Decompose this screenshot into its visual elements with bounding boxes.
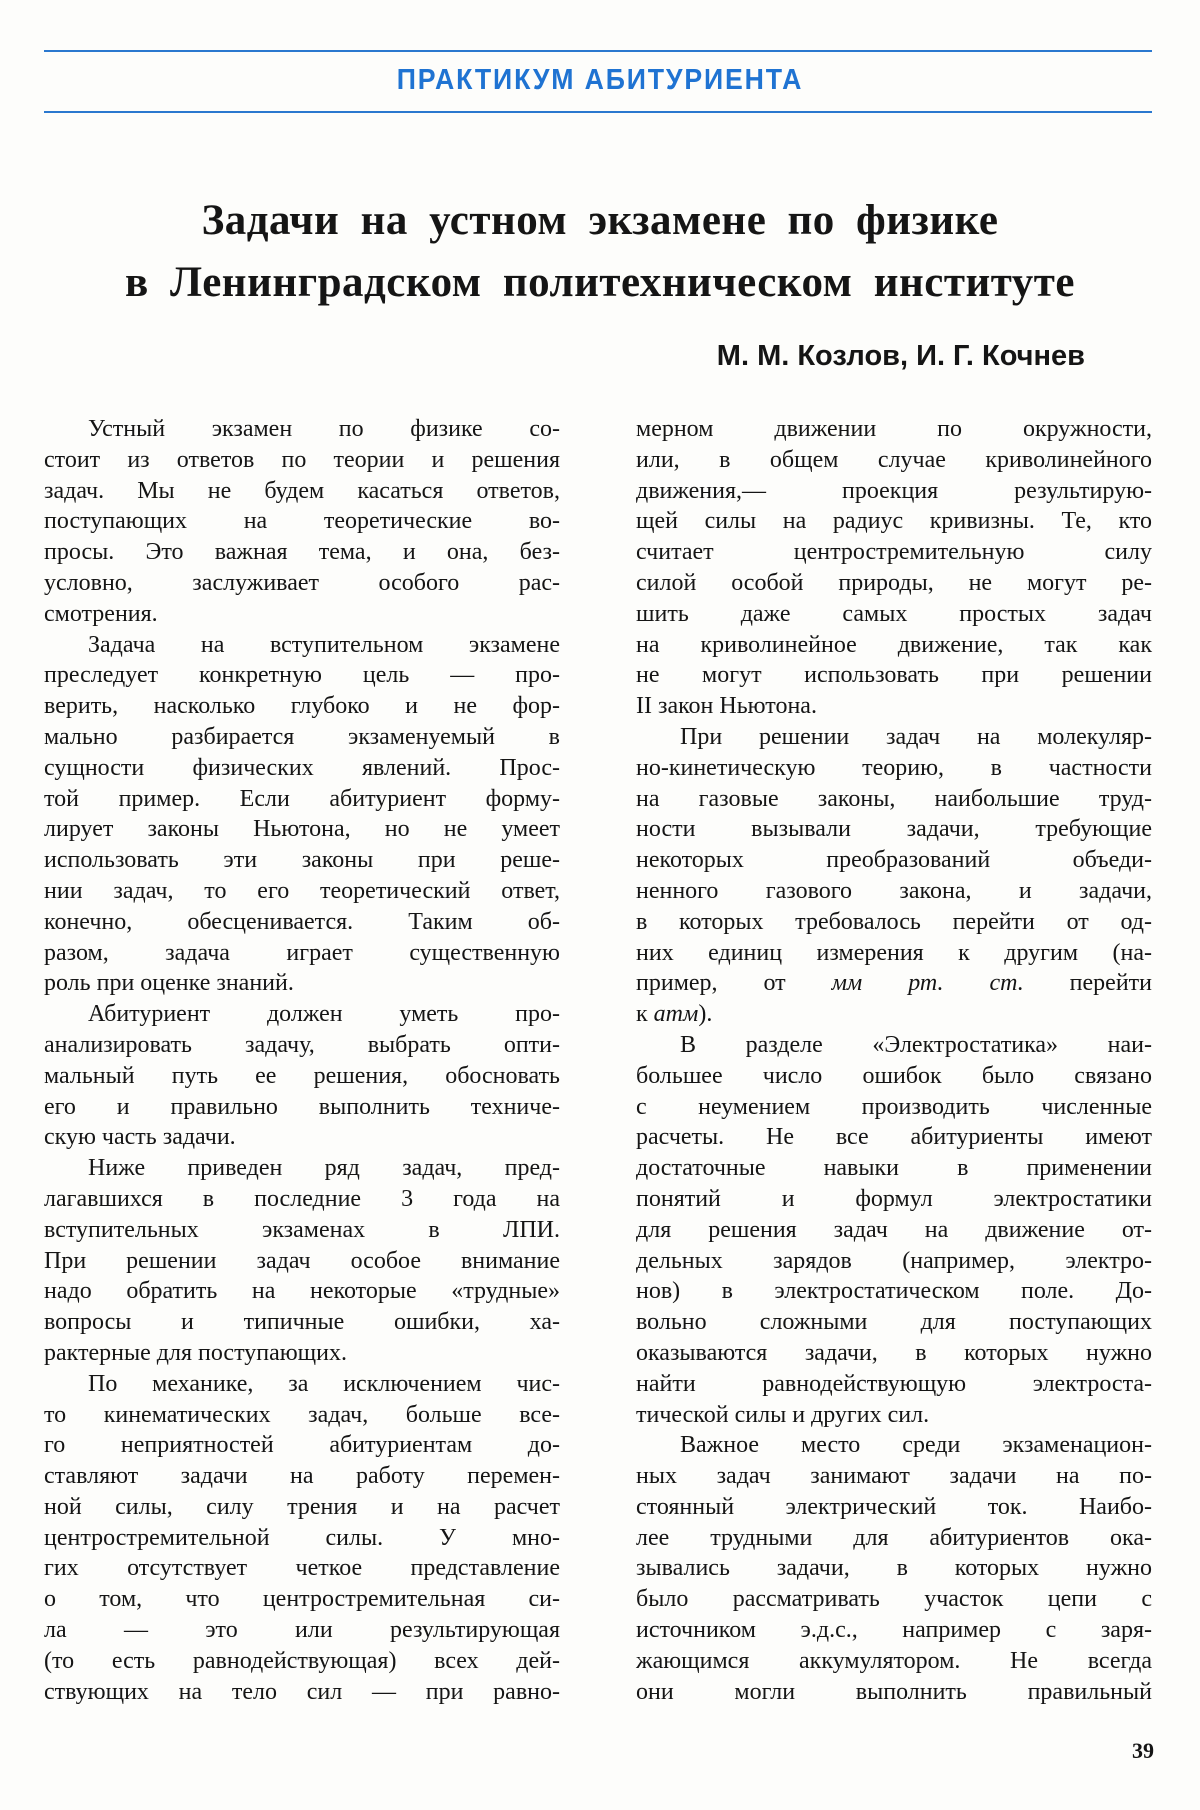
text-line: стоянный электрический ток. Наибо- [636,1493,1152,1520]
text-line: в которых требовалось перейти от од- [636,908,1152,935]
text-line: они могли выполнить правильный [636,1678,1152,1705]
text-line: на криволинейное движение, так как [636,631,1152,658]
text-line: ной силы, силу трения и на расчет [44,1493,560,1520]
text-line: вопросы и типичные ошибки, ха- [44,1309,560,1336]
article-authors: М. М. Козлов, И. Г. Кочнев [716,340,1085,372]
text-line: расчеты. Не все абитуриенты имеют [636,1124,1152,1151]
text-line: них единиц измерения к другим (на- [636,939,1152,966]
text-line: верить, насколько глубоко и не фор- [44,693,560,720]
text-line: По механике, за исключением чис- [88,1370,560,1397]
paragraph [636,722,1152,1030]
text-line: II закон Ньютона. [636,693,817,720]
text-span: перейти [1023,970,1153,997]
text-line: ности вызывали задачи, требующие [636,816,1152,843]
text-line: ненного газового закона, и задачи, [636,877,1152,904]
text-line: Важное место среди экзаменацион- [680,1432,1152,1459]
paragraph [44,1369,560,1708]
article-title-line-1: Задачи на устном экзамене по физике [201,197,999,244]
text-line: ствующих на тело сил — при равно- [44,1678,560,1705]
text-line: Абитуриент должен уметь про- [88,1001,560,1028]
text-line: мальный путь ее решения, обосновать [44,1062,560,1089]
text-line: некоторых преобразований объеди- [636,847,1152,874]
text-line: (то есть равнодействующая) всех дей- [44,1647,560,1674]
text-line: просы. Это важная тема, и она, без- [44,539,560,566]
text-line: ных задач занимают задачи на по- [636,1463,1152,1490]
text-line: считает центростремительную силу [636,539,1152,566]
text-line: вольно сложными для поступающих [636,1309,1152,1336]
article-title-line-2: в Ленинградском политехническом институте [124,259,1075,306]
text-line: смотрения. [44,600,158,627]
text-line: поступающих на теоретические во- [44,508,560,535]
text-line: зывались задачи, в которых нужно [636,1555,1152,1582]
text-line: большее число ошибок было связано [636,1062,1152,1089]
text-line: движения,— проекция результирую- [636,477,1152,504]
paragraph [636,414,1152,722]
text-line: силой особой природы, не могут ре- [636,569,1152,596]
text-line: мерном движении по окружности, [636,416,1152,442]
text-span: пример, от [636,970,832,997]
text-line [636,999,1152,1030]
text-line: той пример. Если абитуриент форму- [44,785,560,812]
text-line: Задача на вступительном экзамене [88,631,560,658]
text-line: преследует конкретную цель — про- [44,662,560,689]
text-line: источником э.д.с., например с заря- [636,1617,1152,1644]
text-line: вступительных экзаменах в ЛПИ. [44,1216,560,1243]
text-line: лее трудными для абитуриентов ока- [636,1524,1152,1551]
text-line: надо обратить на некоторые «трудные» [44,1278,560,1305]
text-line: найти равнодействующую электроста- [636,1370,1152,1397]
text-line [636,968,1152,999]
text-line: стоит из ответов по теории и решения [44,446,560,473]
text-line: шить даже самых простых задач [636,600,1152,627]
page-number: 39 [1132,1738,1154,1763]
text-line: достаточные навыки в применении [636,1155,1152,1182]
text-line: лагавшихся в последние 3 года на [44,1185,560,1212]
text-line: мально разбирается экзаменуемый в [44,723,560,750]
text-line: нии задач, то его теоретический ответ, [44,877,560,904]
italic-text: мм рт. ст. [831,970,1024,997]
text-line: При решении задач особое внимание [44,1247,560,1274]
text-line: тической силы и других сил. [636,1401,930,1428]
header-rule-top [44,50,1152,52]
text-line: рактерные для поступающих. [44,1339,347,1366]
text-span: ). [698,1001,713,1028]
text-line: не могут использовать при решении [636,662,1152,689]
section-rubric: ПРАКТИКУМ АБИТУРИЕНТА [396,64,804,96]
text-line: конечно, обесценивается. Таким об- [44,908,560,935]
text-line: В разделе «Электростатика» наи- [680,1031,1152,1058]
paragraph [44,1153,560,1369]
text-line: задач. Мы не будем касаться ответов, [44,477,560,504]
text-line: о том, что центростремительная си- [44,1586,560,1613]
text-line: При решении задач на молекуляр- [680,723,1152,750]
text-span: к [636,1001,654,1028]
text-line: центростремительной силы. У мно- [44,1524,560,1551]
text-line: было рассматривать участок цепи с [636,1586,1152,1613]
text-line: жающимся аккумулятором. Не всегда [636,1647,1152,1674]
text-column-left [44,414,560,1707]
text-line: гих отсутствует четкое представление [44,1555,560,1582]
text-line: понятий и формул электростатики [636,1185,1152,1212]
text-line: оказываются задачи, в которых нужно [636,1339,1152,1366]
text-line: ла — это или результирующая [44,1617,560,1644]
paragraph [44,999,560,1153]
text-line: использовать эти законы при реше- [44,847,560,874]
text-line: но-кинетическую теорию, в частности [636,754,1152,781]
text-line: разом, задача играет существенную [44,939,560,966]
header-rule-bottom [44,111,1152,113]
text-line: то кинематических задач, больше все- [44,1401,560,1428]
text-line: условно, заслуживает особого рас- [44,569,560,596]
text-line: анализировать задачу, выбрать опти- [44,1031,560,1058]
text-line: скую часть задачи. [44,1124,236,1151]
text-line: Устный экзамен по физике со- [88,416,560,442]
text-line: щей силы на радиус кривизны. Те, кто [636,508,1152,535]
text-line: ставляют задачи на работу перемен- [44,1463,560,1490]
italic-text: атм [653,1001,699,1028]
text-line: его и правильно выполнить техниче- [44,1093,560,1120]
text-line: нов) в электростатическом поле. До- [636,1278,1152,1305]
text-line: роль при оценке знаний. [44,970,294,997]
text-line: го неприятностей абитуриентам до- [44,1432,560,1459]
text-line: Ниже приведен ряд задач, пред- [88,1155,560,1182]
paragraph [44,630,560,1000]
text-line: или, в общем случае криволинейного [636,446,1152,473]
text-column-right [636,414,1152,1707]
text-line: сущности физических явлений. Прос- [44,754,560,781]
text-line: с неумением производить численные [636,1093,1152,1120]
paragraph [636,1430,1152,1707]
paragraph [44,414,560,630]
text-line: на газовые законы, наибольшие труд- [636,785,1152,812]
paragraph [636,1030,1152,1430]
text-line: лирует законы Ньютона, но не умеет [44,816,560,843]
text-line: дельных зарядов (например, электро- [636,1247,1152,1274]
text-line: для решения задач на движение от- [636,1216,1152,1243]
